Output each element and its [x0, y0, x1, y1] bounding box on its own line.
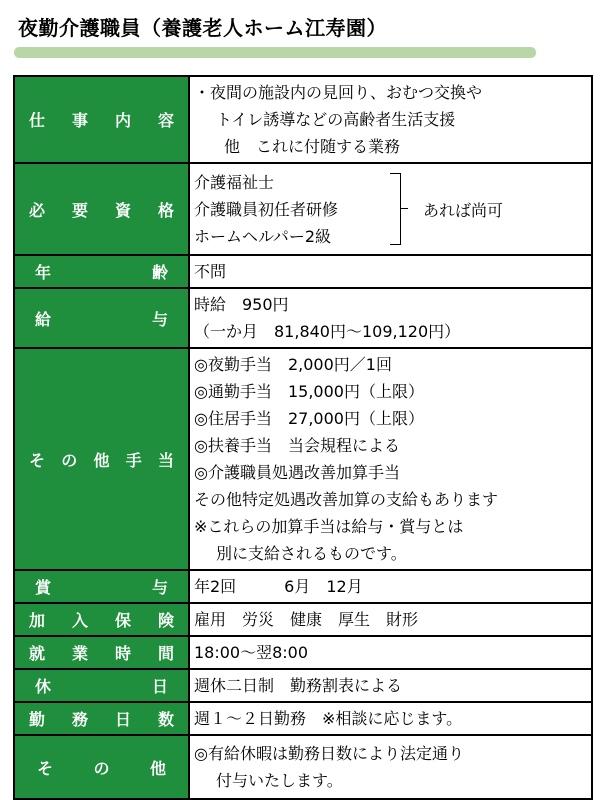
table-row-salary — [14, 288, 592, 348]
value-allowances — [189, 348, 592, 570]
table-row-allowances — [14, 348, 592, 570]
other-line: 付与いたします。 — [216, 771, 343, 790]
label-char: 当 — [157, 450, 174, 470]
qualification-item: ホームヘルパー2級 — [194, 226, 332, 246]
label-char: 休 — [35, 677, 52, 696]
qualification-item: 介護職員初任者研修 — [194, 199, 339, 219]
label-char: そ — [37, 758, 54, 778]
bonus-value: 年2回 6月 12月 — [194, 577, 363, 596]
label-char: 他 — [149, 758, 166, 778]
table-row-age — [14, 255, 592, 288]
label-char: 加 — [29, 611, 46, 630]
label-workdays — [14, 702, 189, 735]
label-qualifications — [14, 163, 189, 255]
label-char: 賞 — [35, 578, 52, 597]
duties-line: トイレ誘導などの高齢者生活支援 — [216, 110, 456, 129]
label-char: 資 — [114, 200, 131, 220]
label-other — [14, 735, 189, 799]
label-char: 時 — [114, 644, 131, 663]
job-details-table — [13, 75, 593, 800]
allowance-line: ◎通勤手当 15,000円（上限） — [194, 382, 424, 401]
label-char: 事 — [71, 111, 88, 130]
allowance-line: ◎扶養手当 当会規程による — [194, 436, 400, 455]
holidays-value: 週休二日制 勤務割表による — [194, 676, 403, 695]
label-holidays — [14, 669, 189, 702]
table-row-duties — [14, 76, 592, 163]
label-char: 必 — [29, 200, 46, 220]
table-row-bonus — [14, 570, 592, 603]
value-age — [189, 255, 592, 288]
salary-line: （一か月 81,840円～109,120円） — [194, 322, 461, 341]
duties-line: 他 これに付随する業務 — [224, 137, 401, 156]
label-char: 手 — [125, 450, 142, 470]
value-duties — [189, 76, 592, 163]
label-char: 務 — [71, 710, 88, 729]
allowance-line: ※これらの加算手当は給与・賞与とは — [194, 517, 464, 536]
allowance-line: ◎介護職員処遇改善加算手当 — [194, 463, 400, 482]
label-char: 勤 — [29, 710, 46, 729]
page-title: 夜勤介護職員（養護老人ホーム江寿園） — [18, 16, 387, 40]
salary-line: 時給 950円 — [194, 295, 289, 314]
value-hours — [189, 636, 592, 669]
label-char: 間 — [157, 644, 174, 663]
label-duties — [14, 76, 189, 163]
label-char: の — [93, 758, 110, 778]
label-char: 年 — [35, 263, 52, 282]
label-char: 業 — [71, 644, 88, 663]
label-char: 要 — [71, 200, 88, 220]
label-char: 齢 — [151, 263, 168, 282]
value-other — [189, 735, 592, 799]
qualification-item: 介護福祉士 — [194, 172, 275, 192]
label-char: 内 — [114, 111, 131, 130]
label-insurance — [14, 603, 189, 636]
label-bonus — [14, 570, 189, 603]
label-char: 険 — [157, 611, 174, 630]
workdays-value: 週１～２日勤務 ※相談に応じます。 — [194, 709, 463, 728]
label-char: 仕 — [29, 111, 46, 130]
allowance-line: その他特定処遇改善加算の支給もあります — [194, 490, 499, 509]
title-underline-bar — [14, 47, 536, 58]
value-workdays — [189, 702, 592, 735]
value-holidays — [189, 669, 592, 702]
bracket-mark — [390, 173, 401, 245]
label-char: 日 — [114, 710, 131, 729]
table-row-insurance — [14, 603, 592, 636]
value-qualifications — [189, 163, 592, 255]
label-char: 日 — [151, 677, 168, 696]
label-char: そ — [29, 450, 46, 470]
label-allowances — [14, 348, 189, 570]
value-insurance — [189, 603, 592, 636]
allowance-line: ◎住居手当 27,000円（上限） — [194, 409, 424, 428]
allowance-line: ◎夜勤手当 2,000円／1回 — [194, 355, 392, 374]
value-bonus — [189, 570, 592, 603]
label-char: 格 — [157, 200, 174, 220]
label-char: 給 — [35, 309, 52, 329]
table-row-qualifications — [14, 163, 592, 255]
hours-value: 18:00～翌8:00 — [194, 643, 309, 662]
value-salary — [189, 288, 592, 348]
label-salary — [14, 288, 189, 348]
table-row-workdays — [14, 702, 592, 735]
insurance-value: 雇用 労災 健康 厚生 財形 — [194, 610, 419, 629]
allowance-line: 別に支給されるものです。 — [216, 544, 407, 563]
label-hours — [14, 636, 189, 669]
qualification-note: あれば尚可 — [423, 200, 504, 220]
other-line: ◎有給休暇は勤務日数により法定通り — [194, 744, 464, 763]
label-age — [14, 255, 189, 288]
table-row-other — [14, 735, 592, 799]
duties-line: ・夜間の施設内の見回り、おむつ交換や — [194, 83, 483, 102]
age-value: 不問 — [194, 262, 227, 281]
label-char: 与 — [151, 309, 168, 329]
label-char: 就 — [29, 644, 46, 663]
label-char: 容 — [157, 111, 174, 130]
table-row-hours — [14, 636, 592, 669]
label-char: 数 — [157, 710, 174, 729]
table-row-holidays — [14, 669, 592, 702]
label-char: 他 — [93, 450, 110, 470]
label-char: の — [61, 450, 78, 470]
label-char: 保 — [114, 611, 131, 630]
label-char: 与 — [151, 578, 168, 597]
label-char: 入 — [71, 611, 88, 630]
